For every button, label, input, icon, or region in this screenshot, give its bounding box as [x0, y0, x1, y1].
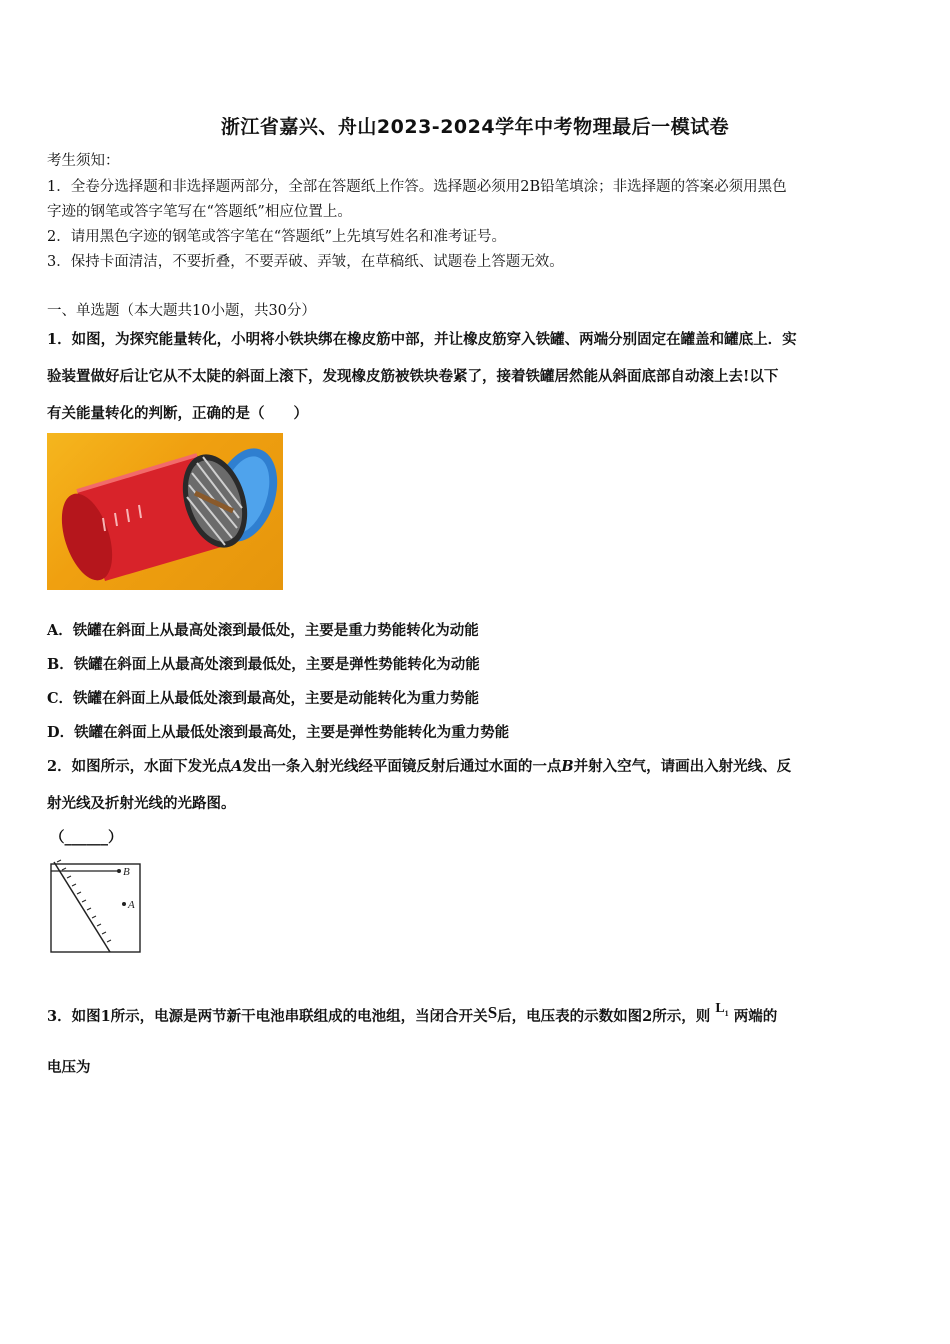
q2-point-a: A [231, 758, 243, 775]
point-a-label: A [128, 899, 135, 911]
iron-can-illustration [47, 433, 283, 590]
section-heading: 一、单选题（本大题共10小题，共30分） [47, 303, 316, 319]
q1-option-c: C．铁罐在斜面上从最低处滚到最高处，主要是动能转化为重力势能 [47, 690, 480, 707]
plane-mirror [54, 862, 110, 952]
page-title: 浙江省嘉兴、舟山2023-2024学年中考物理最后一模试卷 [220, 116, 730, 138]
q1-line-2: 验装置做好后让它从不太陡的斜面上滚下，发现橡皮筋被铁块卷紧了，接着铁罐居然能从斜面底部自动滚上去!以下 [47, 368, 779, 385]
q1-option-a: A．铁罐在斜面上从最高处滚到最低处，主要是重力势能转化为动能 [47, 622, 479, 639]
point-a-dot [122, 902, 126, 906]
q2-answer-blank: （______） [50, 829, 123, 846]
q2-text-part-3: 并射入空气，请画出入射光线、反 [573, 758, 792, 775]
notice-item-1-line-1: 1．全卷分选择题和非选择题两部分，全部在答题纸上作答。选择题必须用2B铅笔填涂；非选择题的答案必须用黑色 [47, 179, 787, 195]
lamp-letter: L [715, 1001, 725, 1016]
iron-can-photo [47, 433, 283, 590]
q2-line-1 [47, 755, 791, 776]
q3-line-1 [47, 1001, 778, 1027]
point-b-dot [117, 869, 121, 873]
q1-line-1: 1．如图，为探究能量转化，小明将小铁块绑在橡皮筋中部，并让橡皮筋穿入铁罐、两端分别固定在罐盖和罐底上．实 [47, 331, 797, 348]
q1-option-b: B．铁罐在斜面上从最高处滚到最低处，主要是弹性势能转化为动能 [47, 656, 480, 673]
lamp-symbol [715, 1001, 728, 1016]
point-b-label: B [123, 866, 130, 878]
q3-text-part-1: 3．如图1所示，电源是两节新干电池串联组成的电池组，当闭合开关 [47, 1008, 488, 1025]
lamp-subscript: 1 [724, 1008, 729, 1018]
switch-symbol: S [487, 1003, 498, 1022]
q2-point-b: B [561, 758, 574, 775]
q2-text-part-2: 发出一条入射光线经平面镜反射后通过水面的一点 [242, 758, 562, 775]
q2-text-part-1: 2．如图所示，水面下发光点 [47, 758, 232, 775]
mirror-water-diagram [48, 858, 144, 956]
notice-item-2: 2．请用黑色字迹的钢笔或答字笔在“答题纸”上先填写姓名和准考证号。 [47, 229, 507, 245]
q1-line-3: 有关能量转化的判断，正确的是（ ） [47, 405, 308, 422]
notice-heading: 考生须知： [47, 153, 120, 169]
q1-option-d: D．铁罐在斜面上从最低处滚到最高处，主要是弹性势能转化为重力势能 [47, 724, 510, 741]
notice-item-1-line-2: 字迹的钢笔或答字笔写在“答题纸”相应位置上。 [47, 204, 352, 220]
q3-text-part-3: 两端的 [733, 1008, 778, 1025]
q3-line-2: 电压为 [47, 1059, 91, 1076]
q2-line-2: 射光线及折射光线的光路图。 [47, 795, 236, 812]
q3-text-part-2: 后，电压表的示数如图2所示，则 [497, 1008, 711, 1025]
notice-item-3: 3．保持卡面清洁，不要折叠，不要弄破、弄皱，在草稿纸、试题卷上答题无效。 [47, 254, 564, 270]
mirror-diagram-svg [48, 858, 144, 956]
